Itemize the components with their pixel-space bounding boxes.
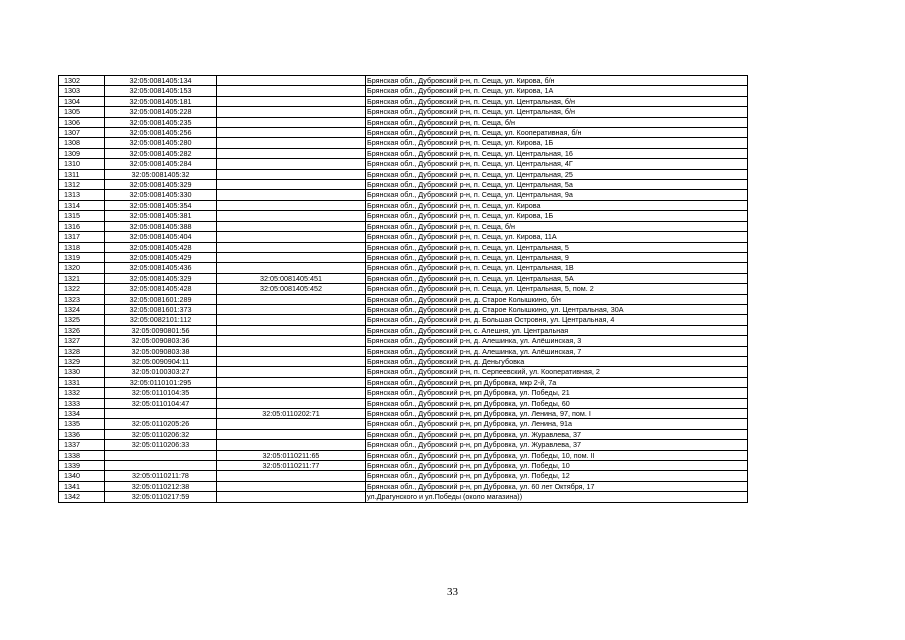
table-row xyxy=(59,117,748,127)
cadastral-number-cell: 32:05:0081405:280 xyxy=(105,138,217,148)
row-number-cell: 1310 xyxy=(59,159,105,169)
row-number-cell: 1321 xyxy=(59,273,105,283)
address-cell: Брянская обл., Дубровский р-н, п. Сеща, б/н xyxy=(366,221,748,231)
row-number-cell: 1317 xyxy=(59,232,105,242)
row-number-cell: 1330 xyxy=(59,367,105,377)
second-cadastral-number-cell xyxy=(217,242,366,252)
cadastral-number-cell: 32:05:0081601:373 xyxy=(105,304,217,314)
table-row xyxy=(59,419,748,429)
row-number-cell: 1309 xyxy=(59,148,105,158)
cadastral-number-cell: 32:05:0081405:329 xyxy=(105,273,217,283)
cadastral-number-cell xyxy=(105,461,217,471)
row-number-cell: 1315 xyxy=(59,211,105,221)
cadastral-number-cell: 32:05:0110101:295 xyxy=(105,377,217,387)
cadastral-number-cell: 32:05:0090803:36 xyxy=(105,336,217,346)
row-number-cell: 1332 xyxy=(59,388,105,398)
cadastral-number-cell: 32:05:0081405:256 xyxy=(105,128,217,138)
cadastral-number-cell: 32:05:0081405:388 xyxy=(105,221,217,231)
second-cadastral-number-cell xyxy=(217,429,366,439)
table-body xyxy=(59,76,748,503)
second-cadastral-number-cell xyxy=(217,211,366,221)
second-cadastral-number-cell xyxy=(217,492,366,502)
address-cell: Брянская обл., Дубровский р-н, п. Сеща, ул. Центральная, 5, пом. 2 xyxy=(366,284,748,294)
cadastral-number-cell: 32:05:0100303:27 xyxy=(105,367,217,377)
row-number-cell: 1313 xyxy=(59,190,105,200)
second-cadastral-number-cell xyxy=(217,180,366,190)
address-cell: Брянская обл., Дубровский р-н, п. Сеща, ул. Кирова, 1А xyxy=(366,86,748,96)
cadastral-number-cell: 32:05:0090801:56 xyxy=(105,325,217,335)
address-cell: Брянская обл., Дубровский р-н, п. Сеща, ул. Кооперативная, б/н xyxy=(366,128,748,138)
row-number-cell: 1325 xyxy=(59,315,105,325)
second-cadastral-number-cell xyxy=(217,336,366,346)
table-row xyxy=(59,356,748,366)
row-number-cell: 1337 xyxy=(59,440,105,450)
second-cadastral-number-cell xyxy=(217,315,366,325)
cadastral-number-cell: 32:05:0110211:78 xyxy=(105,471,217,481)
cadastral-number-cell: 32:05:0110206:33 xyxy=(105,440,217,450)
second-cadastral-number-cell xyxy=(217,263,366,273)
cadastral-number-cell: 32:05:0110217:59 xyxy=(105,492,217,502)
address-cell: Брянская обл., Дубровский р-н, п. Сеща, ул. Центральная, 9 xyxy=(366,252,748,262)
address-cell: Брянская обл., Дубровский р-н, п. Сеща, ул. Центральная, 4Г xyxy=(366,159,748,169)
table-row xyxy=(59,409,748,419)
row-number-cell: 1302 xyxy=(59,76,105,86)
second-cadastral-number-cell xyxy=(217,76,366,86)
row-number-cell: 1339 xyxy=(59,461,105,471)
cadastral-number-cell: 32:05:0081405:429 xyxy=(105,252,217,262)
second-cadastral-number-cell xyxy=(217,325,366,335)
row-number-cell: 1318 xyxy=(59,242,105,252)
row-number-cell: 1328 xyxy=(59,346,105,356)
row-number-cell: 1338 xyxy=(59,450,105,460)
cadastral-number-cell: 32:05:0081601:289 xyxy=(105,294,217,304)
table-row xyxy=(59,148,748,158)
address-cell: Брянская обл., Дубровский р-н, п. Сеща, ул. Кирова xyxy=(366,200,748,210)
address-cell: Брянская обл., Дубровский р-н, д. Алешинка, ул. Алёшинская, 7 xyxy=(366,346,748,356)
address-cell: Брянская обл., Дубровский р-н, д. Старое Колышкино, ул. Центральная, 30А xyxy=(366,304,748,314)
address-cell: Брянская обл., Дубровский р-н, п. Сеща, ул. Кирова, 1Б xyxy=(366,211,748,221)
row-number-cell: 1322 xyxy=(59,284,105,294)
row-number-cell: 1303 xyxy=(59,86,105,96)
table-row xyxy=(59,377,748,387)
row-number-cell: 1340 xyxy=(59,471,105,481)
cadastral-number-cell: 32:05:0110104:35 xyxy=(105,388,217,398)
address-cell: Брянская обл., Дубровский р-н, п. Сеща, ул. Центральная, 5 xyxy=(366,242,748,252)
second-cadastral-number-cell xyxy=(217,221,366,231)
address-cell: Брянская обл., Дубровский р-н, рп Дубровка, ул. Победы, 21 xyxy=(366,388,748,398)
second-cadastral-number-cell xyxy=(217,96,366,106)
second-cadastral-number-cell xyxy=(217,294,366,304)
second-cadastral-number-cell xyxy=(217,138,366,148)
address-cell: Брянская обл., Дубровский р-н, рп Дубровка, ул. Ленина, 91а xyxy=(366,419,748,429)
row-number-cell: 1306 xyxy=(59,117,105,127)
table-row xyxy=(59,190,748,200)
table-row xyxy=(59,263,748,273)
second-cadastral-number-cell: 32:05:0081405:451 xyxy=(217,273,366,283)
row-number-cell: 1331 xyxy=(59,377,105,387)
table-row xyxy=(59,388,748,398)
cadastral-number-cell: 32:05:0090904:11 xyxy=(105,356,217,366)
second-cadastral-number-cell xyxy=(217,148,366,158)
address-cell: Брянская обл., Дубровский р-н, п. Сеща, ул. Центральная, б/н xyxy=(366,96,748,106)
address-cell: Брянская обл., Дубровский р-н, д. Деньгубовка xyxy=(366,356,748,366)
row-number-cell: 1312 xyxy=(59,180,105,190)
table-row xyxy=(59,138,748,148)
table-row xyxy=(59,367,748,377)
second-cadastral-number-cell xyxy=(217,398,366,408)
cadastral-number-cell: 32:05:0081405:181 xyxy=(105,96,217,106)
address-cell: Брянская обл., Дубровский р-н, п. Серпеевский, ул. Кооперативная, 2 xyxy=(366,367,748,377)
table-row xyxy=(59,492,748,502)
row-number-cell: 1323 xyxy=(59,294,105,304)
table-row xyxy=(59,461,748,471)
second-cadastral-number-cell xyxy=(217,86,366,96)
table-row xyxy=(59,159,748,169)
row-number-cell: 1314 xyxy=(59,200,105,210)
table-row xyxy=(59,346,748,356)
address-cell: ул.Драгунского и ул.Победы (около магазина)) xyxy=(366,492,748,502)
row-number-cell: 1329 xyxy=(59,356,105,366)
row-number-cell: 1320 xyxy=(59,263,105,273)
table-row xyxy=(59,398,748,408)
table-row xyxy=(59,325,748,335)
second-cadastral-number-cell xyxy=(217,440,366,450)
second-cadastral-number-cell xyxy=(217,107,366,117)
row-number-cell: 1335 xyxy=(59,419,105,429)
second-cadastral-number-cell xyxy=(217,356,366,366)
row-number-cell: 1311 xyxy=(59,169,105,179)
second-cadastral-number-cell xyxy=(217,128,366,138)
second-cadastral-number-cell xyxy=(217,367,366,377)
second-cadastral-number-cell xyxy=(217,481,366,491)
row-number-cell: 1307 xyxy=(59,128,105,138)
table-row xyxy=(59,232,748,242)
row-number-cell: 1316 xyxy=(59,221,105,231)
cadastral-number-cell: 32:05:0081405:428 xyxy=(105,284,217,294)
cadastral-number-cell: 32:05:0081405:330 xyxy=(105,190,217,200)
cadastral-number-cell: 32:05:0082101:112 xyxy=(105,315,217,325)
second-cadastral-number-cell xyxy=(217,169,366,179)
row-number-cell: 1304 xyxy=(59,96,105,106)
cadastral-number-cell: 32:05:0081405:153 xyxy=(105,86,217,96)
address-cell: Брянская обл., Дубровский р-н, рп Дубровка, ул. Ленина, 97, пом. I xyxy=(366,409,748,419)
cadastral-number-cell: 32:05:0081405:282 xyxy=(105,148,217,158)
cadastral-number-cell: 32:05:0110206:32 xyxy=(105,429,217,439)
address-cell: Брянская обл., Дубровский р-н, рп Дубровка, ул. Победы, 10, пом. II xyxy=(366,450,748,460)
address-cell: Брянская обл., Дубровский р-н, рп Дубровка, ул. Победы, 12 xyxy=(366,471,748,481)
address-cell: Брянская обл., Дубровский р-н, д. Большая Островня, ул. Центральная, 4 xyxy=(366,315,748,325)
second-cadastral-number-cell xyxy=(217,232,366,242)
page-number: 33 xyxy=(447,586,458,598)
cadastral-number-cell: 32:05:0081405:329 xyxy=(105,180,217,190)
address-cell: Брянская обл., Дубровский р-н, рп Дубровка, ул. Победы, 10 xyxy=(366,461,748,471)
address-cell: Брянская обл., Дубровский р-н, п. Сеща, ул. Кирова, б/н xyxy=(366,76,748,86)
cadastral-number-cell: 32:05:0081405:32 xyxy=(105,169,217,179)
second-cadastral-number-cell xyxy=(217,471,366,481)
second-cadastral-number-cell xyxy=(217,346,366,356)
row-number-cell: 1334 xyxy=(59,409,105,419)
cadastral-number-cell: 32:05:0081405:404 xyxy=(105,232,217,242)
cadastral-number-cell: 32:05:0081405:381 xyxy=(105,211,217,221)
row-number-cell: 1326 xyxy=(59,325,105,335)
table-row xyxy=(59,440,748,450)
row-number-cell: 1336 xyxy=(59,429,105,439)
table-row xyxy=(59,200,748,210)
table-row xyxy=(59,481,748,491)
table-row xyxy=(59,96,748,106)
address-cell: Брянская обл., Дубровский р-н, п. Сеща, ул. Центральная, 1В xyxy=(366,263,748,273)
address-cell: Брянская обл., Дубровский р-н, с. Алешня, ул. Центральная xyxy=(366,325,748,335)
cadastral-number-cell xyxy=(105,450,217,460)
table-row xyxy=(59,471,748,481)
table-row xyxy=(59,284,748,294)
address-cell: Брянская обл., Дубровский р-н, рп Дубровка, ул. 60 лет Октября, 17 xyxy=(366,481,748,491)
cadastral-number-cell: 32:05:0081405:428 xyxy=(105,242,217,252)
second-cadastral-number-cell: 32:05:0110211:77 xyxy=(217,461,366,471)
address-cell: Брянская обл., Дубровский р-н, рп Дубровка, ул. Журавлева, 37 xyxy=(366,440,748,450)
table-row xyxy=(59,450,748,460)
second-cadastral-number-cell: 32:05:0110202:71 xyxy=(217,409,366,419)
address-cell: Брянская обл., Дубровский р-н, рп Дубровка, ул. Победы, 60 xyxy=(366,398,748,408)
address-cell: Брянская обл., Дубровский р-н, д. Алешинка, ул. Алёшинская, 3 xyxy=(366,336,748,346)
second-cadastral-number-cell xyxy=(217,377,366,387)
second-cadastral-number-cell: 32:05:0110211:65 xyxy=(217,450,366,460)
row-number-cell: 1327 xyxy=(59,336,105,346)
table-row xyxy=(59,304,748,314)
table-row xyxy=(59,169,748,179)
address-cell: Брянская обл., Дубровский р-н, п. Сеща, ул. Центральная, б/н xyxy=(366,107,748,117)
cadastral-number-cell: 32:05:0081405:134 xyxy=(105,76,217,86)
cadastral-number-cell: 32:05:0081405:235 xyxy=(105,117,217,127)
table-row xyxy=(59,128,748,138)
second-cadastral-number-cell: 32:05:0081405:452 xyxy=(217,284,366,294)
row-number-cell: 1324 xyxy=(59,304,105,314)
table-row xyxy=(59,252,748,262)
second-cadastral-number-cell xyxy=(217,200,366,210)
second-cadastral-number-cell xyxy=(217,388,366,398)
address-cell: Брянская обл., Дубровский р-н, п. Сеща, ул. Центральная, 5а xyxy=(366,180,748,190)
second-cadastral-number-cell xyxy=(217,117,366,127)
row-number-cell: 1341 xyxy=(59,481,105,491)
second-cadastral-number-cell xyxy=(217,419,366,429)
table-row xyxy=(59,86,748,96)
address-cell: Брянская обл., Дубровский р-н, рп Дубровка, ул. Журавлева, 37 xyxy=(366,429,748,439)
table-row xyxy=(59,76,748,86)
second-cadastral-number-cell xyxy=(217,190,366,200)
second-cadastral-number-cell xyxy=(217,252,366,262)
table-row xyxy=(59,273,748,283)
address-cell: Брянская обл., Дубровский р-н, п. Сеща, ул. Центральная, 25 xyxy=(366,169,748,179)
table-row xyxy=(59,429,748,439)
cadastral-number-cell: 32:05:0081405:284 xyxy=(105,159,217,169)
address-cell: Брянская обл., Дубровский р-н, п. Сеща, ул. Центральная, 9а xyxy=(366,190,748,200)
address-cell: Брянская обл., Дубровский р-н, п. Сеща, б/н xyxy=(366,117,748,127)
cadastral-number-cell: 32:05:0110205:26 xyxy=(105,419,217,429)
address-cell: Брянская обл., Дубровский р-н, п. Сеща, ул. Центральная, 5А xyxy=(366,273,748,283)
cadastral-number-cell: 32:05:0081405:354 xyxy=(105,200,217,210)
row-number-cell: 1319 xyxy=(59,252,105,262)
table-row xyxy=(59,211,748,221)
cadastral-number-cell xyxy=(105,409,217,419)
table-row xyxy=(59,315,748,325)
address-cell: Брянская обл., Дубровский р-н, п. Сеща, ул. Кирова, 11А xyxy=(366,232,748,242)
cadastral-number-cell: 32:05:0110212:38 xyxy=(105,481,217,491)
row-number-cell: 1305 xyxy=(59,107,105,117)
cadastral-number-cell: 32:05:0081405:436 xyxy=(105,263,217,273)
property-table xyxy=(58,75,748,503)
row-number-cell: 1333 xyxy=(59,398,105,408)
table-row xyxy=(59,242,748,252)
row-number-cell: 1308 xyxy=(59,138,105,148)
second-cadastral-number-cell xyxy=(217,304,366,314)
cadastral-number-cell: 32:05:0110104:47 xyxy=(105,398,217,408)
cadastral-number-cell: 32:05:0081405:228 xyxy=(105,107,217,117)
table-row xyxy=(59,107,748,117)
table-row xyxy=(59,294,748,304)
table-row xyxy=(59,180,748,190)
address-cell: Брянская обл., Дубровский р-н, д. Старое Колышкино, б/н xyxy=(366,294,748,304)
cadastral-number-cell: 32:05:0090803:38 xyxy=(105,346,217,356)
address-cell: Брянская обл., Дубровский р-н, п. Сеща, ул. Центральная, 16 xyxy=(366,148,748,158)
address-cell: Брянская обл., Дубровский р-н, п. Сеща, ул. Кирова, 1Б xyxy=(366,138,748,148)
second-cadastral-number-cell xyxy=(217,159,366,169)
table-row xyxy=(59,336,748,346)
row-number-cell: 1342 xyxy=(59,492,105,502)
table-row xyxy=(59,221,748,231)
address-cell: Брянская обл., Дубровский р-н, рп Дубровка, мкр 2-й, 7а xyxy=(366,377,748,387)
